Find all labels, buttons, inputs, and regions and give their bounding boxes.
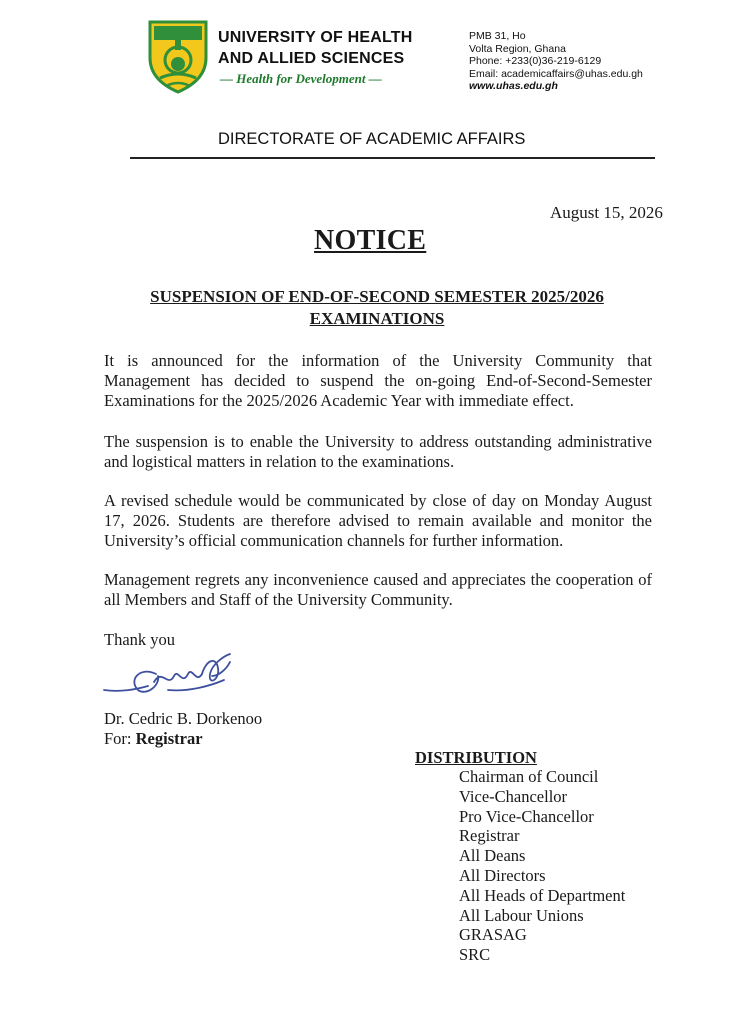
signatory-line [104, 729, 203, 749]
header-divider [130, 157, 655, 159]
distribution-item: Vice-Chancellor [459, 786, 568, 806]
contact-phone: Phone: +233(0)36-219-6129 [469, 55, 602, 68]
notice-heading: NOTICE [314, 225, 427, 256]
university-crest-logo [146, 20, 210, 96]
contact-address-line-1: PMB 31, Ho [469, 30, 526, 42]
distribution-list [459, 767, 625, 965]
body-paragraph-4: Management regrets any inconvenience caused and appreciates the cooperation of all Members and Staff of the University Community. [104, 570, 652, 609]
body-paragraph-1: It is announced for the information of the University Community that Management has decided to suspend the on-going End-of-Second-Semester Examinations for the 2025/2026 Academic Year with immediate effect. [104, 351, 652, 410]
signatory-for-label: For: [104, 729, 132, 748]
contact-address-line-2: Volta Region, Ghana [469, 42, 566, 55]
distribution-item: All Deans [459, 846, 526, 866]
university-name-line-2: AND ALLIED SCIENCES [218, 50, 405, 67]
directorate-title: DIRECTORATE OF ACADEMIC AFFAIRS [218, 130, 526, 148]
university-name-line-1: UNIVERSITY OF HEALTH [218, 29, 413, 46]
distribution-item: GRASAG [459, 925, 527, 945]
distribution-item: Pro Vice-Chancellor [459, 806, 594, 826]
contact-block [469, 30, 643, 93]
distribution-item: All Labour Unions [459, 905, 584, 925]
distribution-heading: DISTRIBUTION [415, 748, 537, 767]
notice-subject: SUSPENSION OF END-OF-SECOND SEMESTER 2025/2026 EXAMINATIONS [150, 287, 604, 328]
body-paragraph-2: The suspension is to enable the University to address outstanding administrative and logistical matters in relation to the examinations. [104, 432, 652, 471]
distribution-item: SRC [459, 945, 491, 965]
distribution-item: All Directors [459, 865, 546, 885]
distribution-item: Registrar [459, 826, 520, 846]
handwritten-signature [98, 646, 248, 704]
signatory-name: Dr. Cedric B. Dorkenoo [104, 709, 263, 728]
distribution-item: All Heads of Department [459, 885, 626, 905]
university-motto: — Health for Development — [220, 71, 382, 86]
signatory-role: Registrar [135, 729, 203, 748]
contact-email: Email: academicaffairs@uhas.edu.gh [469, 67, 643, 80]
distribution-item: Chairman of Council [459, 767, 599, 786]
letter-date: August 15, 2026 [550, 203, 663, 222]
body-paragraph-3: A revised schedule would be communicated by close of day on Monday August 17, 2026. Students are therefore advised to remain available and monitor the University’s official communication channels for further information. [104, 491, 652, 550]
closing-text: Thank you [104, 630, 176, 649]
contact-website: www.uhas.edu.gh [469, 80, 558, 93]
